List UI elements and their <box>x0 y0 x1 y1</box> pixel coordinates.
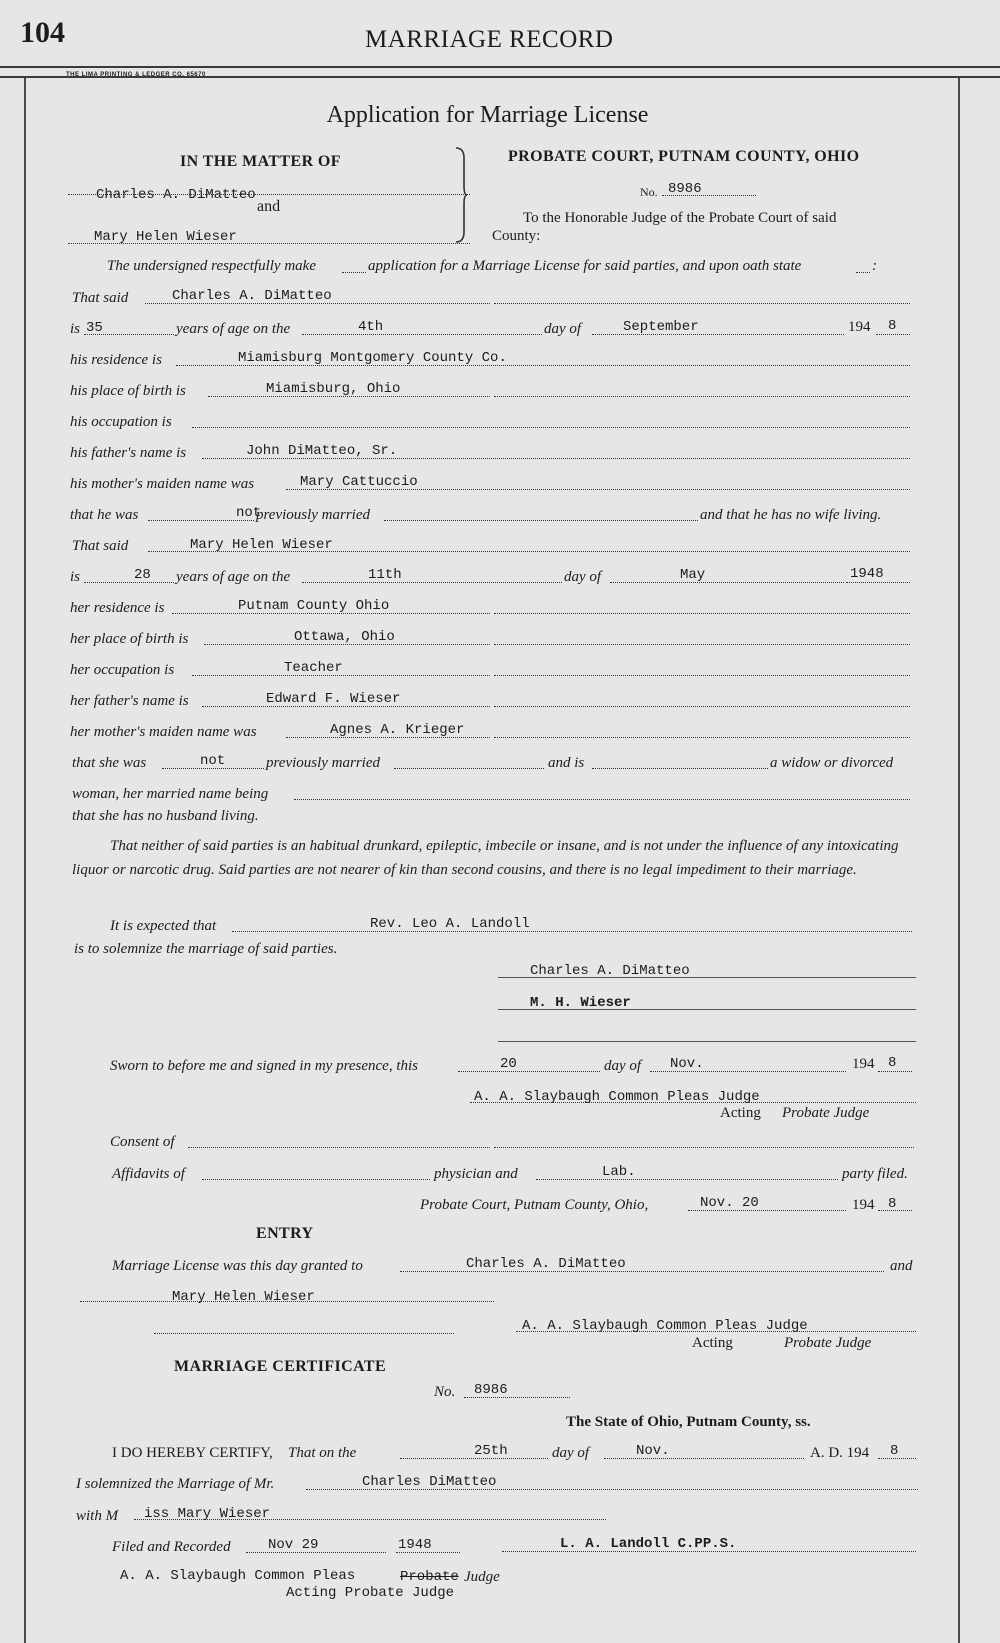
bride-father-label: her father's name is <box>70 693 189 709</box>
groom-prev-married: previously married <box>256 507 371 523</box>
consent-label: Consent of <box>110 1134 175 1150</box>
groom-month-line <box>592 334 844 335</box>
groom-residence: Miamisburg Montgomery County Co. <box>238 350 507 366</box>
officiant-signature: L. A. Landoll C.PP.S. <box>560 1536 737 1552</box>
bracket-icon <box>452 146 468 244</box>
sworn-day-line <box>458 1071 600 1072</box>
groom-years-label: years of age on the <box>176 321 291 337</box>
bride-birth-label: her place of birth is <box>70 631 189 647</box>
groom-name-line2 <box>494 303 910 304</box>
sworn-year-suffix: 8 <box>888 1055 897 1071</box>
groom-year-prefix: 194 <box>848 319 871 335</box>
bride-year: 1948 <box>850 566 884 582</box>
groom-father: John DiMatteo, Sr. <box>246 443 398 459</box>
court-name: PROBATE COURT, PUTNAM COUNTY, OHIO <box>508 148 860 165</box>
signature-line3 <box>498 1041 916 1042</box>
groom-year-line <box>876 334 910 335</box>
sworn-acting: Acting <box>720 1105 761 1121</box>
groom-age: 35 <box>86 320 103 336</box>
bride-signature-line <box>498 1009 916 1010</box>
bride-occupation-line <box>192 675 490 676</box>
groom-signature: Charles A. DiMatteo <box>530 963 690 979</box>
bride-no-husband: that she has no husband living. <box>72 808 259 824</box>
solemnized-text: I solemnized the Marriage of Mr. <box>76 1476 275 1492</box>
groom-birth-line2 <box>494 396 910 397</box>
bride-prev-value: not <box>200 753 226 769</box>
intro-end: : <box>872 258 877 274</box>
groom-name-line <box>145 303 490 304</box>
bride-father-line2 <box>494 706 910 707</box>
groom-residence-label: his residence is <box>70 352 162 368</box>
court-year-prefix: 194 <box>852 1197 875 1213</box>
bride-mother-label: her mother's maiden name was <box>70 724 257 740</box>
header-rule-lower <box>0 76 1000 78</box>
address-line2: County: <box>492 228 541 244</box>
bride-and-is: and is <box>548 755 585 771</box>
officiant-line <box>232 931 912 932</box>
bride-years-label: years of age on the <box>176 569 291 585</box>
certificate-heading: MARRIAGE CERTIFICATE <box>174 1358 387 1375</box>
intro-end-line <box>856 272 870 273</box>
filed-date: Nov 29 <box>268 1537 319 1553</box>
groom-month: September <box>623 319 699 335</box>
sworn-day-of: day of <box>604 1058 642 1074</box>
bride-mother-line2 <box>494 737 910 738</box>
court-date: Nov. 20 <box>700 1195 759 1211</box>
bride-residence: Putnam County Ohio <box>238 598 390 614</box>
bride-birth-line <box>204 644 490 645</box>
intro-text-cont: application for a Marriage License for said parties, and upon oath state <box>368 258 802 274</box>
groom-that-said: That said <box>72 290 129 306</box>
groom-day-of: day of <box>544 321 582 337</box>
certify-day-of: day of <box>552 1445 590 1461</box>
address-line1: To the Honorable Judge of the Probate Court of said <box>523 210 837 226</box>
entry-and: and <box>890 1258 913 1274</box>
groom-age-line <box>84 334 174 335</box>
bride-day-of: day of <box>564 569 602 585</box>
bride-is: is <box>70 569 81 585</box>
bride-residence-line <box>172 613 490 614</box>
left-margin-line <box>24 78 26 1643</box>
bride-residence-line2 <box>494 613 910 614</box>
sworn-month-line <box>650 1071 846 1072</box>
entry-bride: Mary Helen Wieser <box>172 1289 315 1305</box>
sworn-month: Nov. <box>670 1056 704 1072</box>
party2-name: Mary Helen Wieser <box>94 229 237 245</box>
lab-value: Lab. <box>602 1164 636 1180</box>
groom-occupation-line <box>192 427 910 428</box>
filed-year: 1948 <box>398 1537 432 1553</box>
entry-judge-line-left <box>154 1333 454 1334</box>
certificate-bride: iss Mary Wieser <box>144 1506 271 1522</box>
sworn-judge-line <box>470 1102 916 1103</box>
entry-probate-judge: Probate Judge <box>784 1335 872 1351</box>
certify-month-line <box>604 1458 804 1459</box>
entry-judge-line <box>516 1331 916 1332</box>
groom-year-suffix: 8 <box>888 318 897 334</box>
sworn-day: 20 <box>500 1056 517 1072</box>
physician-label: physician and <box>434 1166 518 1182</box>
bride-name: Mary Helen Wieser <box>190 537 333 553</box>
certificate-judge-word: Judge <box>464 1569 500 1585</box>
no-label: No. <box>640 185 658 199</box>
entry-groom-line <box>400 1271 884 1272</box>
groom-day-line <box>302 334 542 335</box>
expected-label: It is expected that <box>110 918 217 934</box>
consent-line2 <box>494 1147 914 1148</box>
bride-day-line <box>302 582 562 583</box>
certificate-state: The State of Ohio, Putnam County, ss. <box>566 1414 811 1430</box>
sworn-year-prefix: 194 <box>852 1056 875 1072</box>
court-year-suffix: 8 <box>888 1196 897 1212</box>
entry-heading: ENTRY <box>256 1225 314 1242</box>
groom-prev-line2 <box>384 520 698 521</box>
entry-granted: Marriage License was this day granted to <box>112 1258 363 1274</box>
page-number: 104 <box>20 16 65 49</box>
intro-line <box>342 272 366 273</box>
certify-ad: A. D. 194 <box>810 1445 870 1461</box>
groom-mother-label: his mother's maiden name was <box>70 476 255 492</box>
bride-mother: Agnes A. Krieger <box>330 722 465 738</box>
filed-year-line <box>396 1552 460 1553</box>
bride-occupation: Teacher <box>284 660 343 676</box>
certify-month: Nov. <box>636 1443 670 1459</box>
bride-signature: M. H. Wieser <box>530 995 631 1011</box>
court-date-line <box>688 1210 846 1211</box>
certify-that-on: That on the <box>288 1445 357 1461</box>
entry-acting: Acting <box>692 1335 733 1351</box>
sworn-judge: A. A. Slaybaugh Common Pleas Judge <box>474 1089 760 1105</box>
groom-birth-line <box>208 396 490 397</box>
application-number: 8986 <box>668 181 702 197</box>
bride-birth: Ottawa, Ohio <box>294 629 395 645</box>
groom-prev-value: not <box>236 505 262 521</box>
header-rule <box>0 66 1000 68</box>
certificate-groom-line <box>306 1489 918 1490</box>
groom-occupation-label: his occupation is <box>70 414 172 430</box>
bride-mother-line <box>286 737 490 738</box>
consent-line <box>188 1147 490 1148</box>
certificate-with: with M <box>76 1508 119 1524</box>
certify-year-line <box>878 1458 916 1459</box>
sworn-year-line <box>878 1071 912 1072</box>
certify-day-line <box>400 1458 548 1459</box>
certificate-groom: Charles DiMatteo <box>362 1474 497 1490</box>
bride-age-line <box>84 582 174 583</box>
bride-month: May <box>680 567 706 583</box>
bride-married-name-label: woman, her married name being <box>72 786 269 802</box>
bride-name-line <box>148 551 910 552</box>
court-year-line <box>878 1210 912 1211</box>
bride-prev-line2 <box>394 768 544 769</box>
officiant-signature-line <box>502 1551 916 1552</box>
groom-no-wife: and that he has no wife living. <box>700 507 882 523</box>
officiant-name: Rev. Leo A. Landoll <box>370 916 530 932</box>
bride-birth-line2 <box>494 644 910 645</box>
intro-text: The undersigned respectfully make <box>107 258 316 274</box>
bride-prev-line <box>162 768 264 769</box>
declaration-paragraph: That neither of said parties is an habitual drunkard, epileptic, imbecile or insane, and is not under the influence of any intoxicating liquor or narcotic drug. Said parties are not nearer of kin than second cousins, and there is no legal impediment to their marriage. <box>72 838 899 878</box>
bride-widow-line <box>592 768 768 769</box>
party-filed: party filed. <box>842 1166 908 1182</box>
bride-prev-married: previously married <box>266 755 381 771</box>
sworn-probate-judge: Probate Judge <box>782 1105 870 1121</box>
application-title: Application for Marriage License <box>326 102 649 128</box>
number-line <box>662 195 756 196</box>
groom-name: Charles A. DiMatteo <box>172 288 332 304</box>
certificate-bride-line <box>134 1519 606 1520</box>
matter-label: IN THE MATTER OF <box>180 153 341 170</box>
party1-line <box>68 194 470 195</box>
affidavits-label: Affidavits of <box>112 1166 185 1182</box>
groom-father-line <box>202 458 910 459</box>
groom-day: 4th <box>358 319 384 335</box>
bride-day: 11th <box>368 567 402 583</box>
filed-date-line <box>246 1552 386 1553</box>
entry-groom: Charles A. DiMatteo <box>466 1256 626 1272</box>
book-title: MARRIAGE RECORD <box>365 26 614 53</box>
sworn-text: Sworn to before me and signed in my presence, this <box>110 1058 419 1074</box>
groom-that-he-was: that he was <box>70 507 139 523</box>
right-margin-line <box>958 78 960 1643</box>
entry-bride-line <box>80 1301 494 1302</box>
groom-father-label: his father's name is <box>70 445 187 461</box>
lab-line <box>536 1179 838 1180</box>
groom-birth-label: his place of birth is <box>70 383 186 399</box>
party1-name: Charles A. DiMatteo <box>96 187 256 203</box>
bride-residence-label: her residence is <box>70 600 165 616</box>
bride-father: Edward F. Wieser <box>266 691 401 707</box>
party2-line <box>68 243 470 244</box>
affidavits-line <box>202 1179 430 1180</box>
bride-that-said: That said <box>72 538 129 554</box>
groom-prev-line <box>148 520 254 521</box>
filed-label: Filed and Recorded <box>112 1539 231 1555</box>
groom-mother-line <box>286 489 910 490</box>
acting-probate-judge: Acting Probate Judge <box>286 1585 455 1601</box>
groom-birth: Miamisburg, Ohio <box>266 381 401 397</box>
bride-month-line <box>610 582 844 583</box>
entry-judge: A. A. Slaybaugh Common Pleas Judge <box>522 1318 808 1334</box>
bride-father-line <box>202 706 490 707</box>
bride-year-line <box>846 582 910 583</box>
groom-is: is <box>70 321 81 337</box>
certify-day: 25th <box>474 1443 508 1459</box>
certificate-number: 8986 <box>474 1382 508 1398</box>
bride-occupation-label: her occupation is <box>70 662 175 678</box>
bride-married-name-line <box>294 799 910 800</box>
bride-that-she-was: that she was <box>72 755 147 771</box>
groom-residence-line <box>176 365 910 366</box>
groom-mother: Mary Cattuccio <box>300 474 418 490</box>
certificate-no-label: No. <box>434 1384 456 1400</box>
certify-year-suffix: 8 <box>890 1443 899 1459</box>
bride-occupation-line2 <box>494 675 910 676</box>
printer-imprint: THE LIMA PRINTING & LEDGER CO. 65670 <box>66 72 206 78</box>
certificate-judge: A. A. Slaybaugh Common Pleas <box>120 1568 356 1584</box>
certify-text: I DO HEREBY CERTIFY, <box>112 1445 273 1461</box>
probate-struck: Probate <box>400 1569 459 1585</box>
solemnize-text: is to solemnize the marriage of said parties. <box>74 941 338 957</box>
and-word: and <box>257 198 281 215</box>
groom-signature-line <box>498 977 916 978</box>
court-line: Probate Court, Putnam County, Ohio, <box>420 1197 649 1213</box>
bride-age: 28 <box>134 567 151 583</box>
bride-widow: a widow or divorced <box>770 755 894 771</box>
certificate-number-line <box>464 1397 570 1398</box>
